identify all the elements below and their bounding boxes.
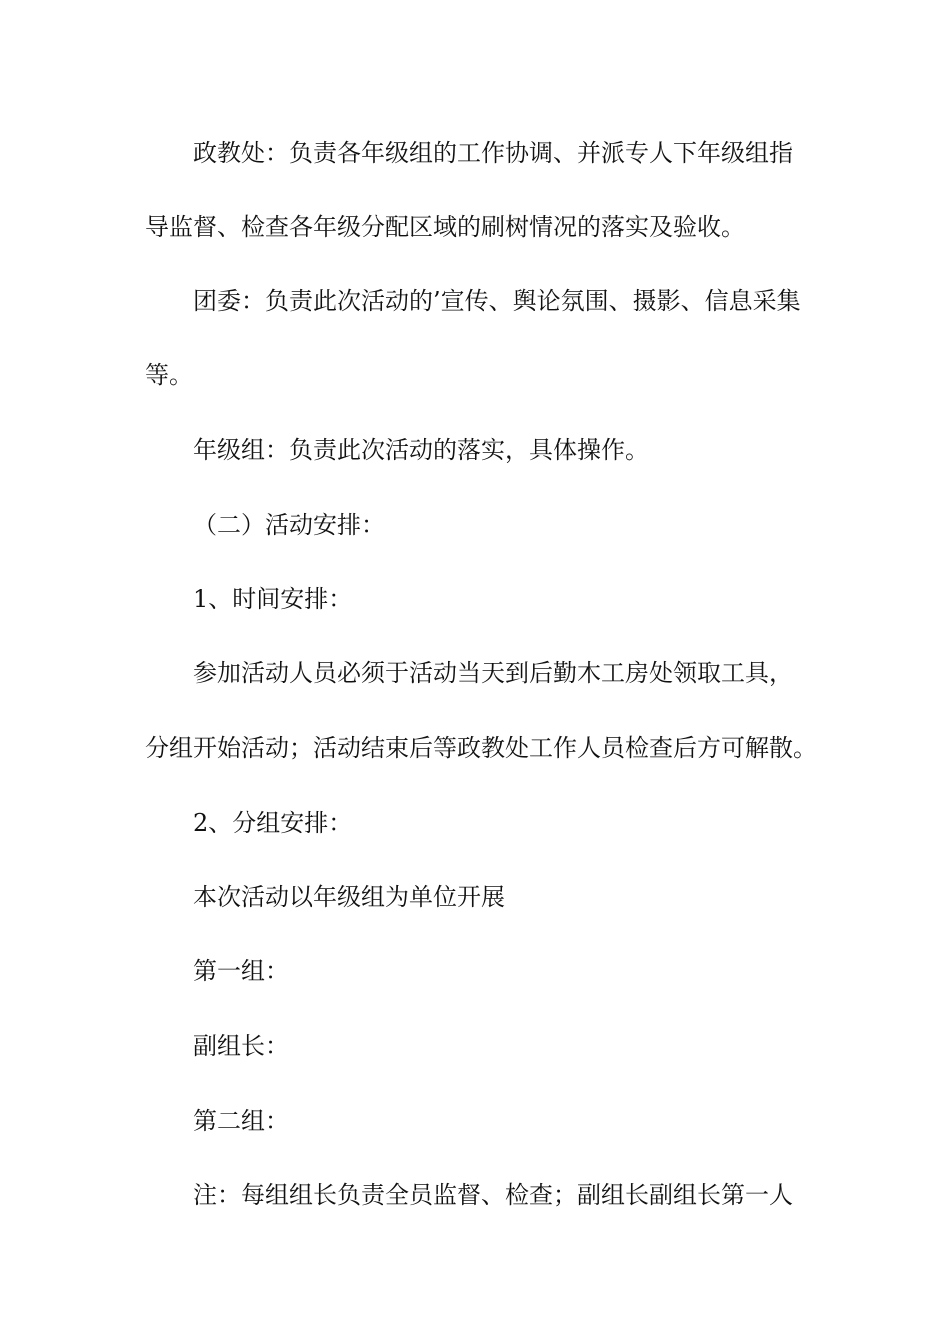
group-label: 第二组： bbox=[193, 1107, 289, 1135]
paragraph-line: 政教处：负责各年级组的工作协调、并派专人下年级组指 bbox=[193, 139, 793, 167]
paragraph-line: 等。 bbox=[145, 361, 193, 389]
paragraph-line: 团委：负责此次活动的’宣传、舆论氛围、摄影、信息采集 bbox=[193, 287, 801, 315]
section-heading: （二）活动安排： bbox=[193, 511, 385, 539]
group-label: 副组长： bbox=[193, 1032, 289, 1060]
group-label: 第一组： bbox=[193, 957, 289, 985]
paragraph-line: 年级组：负责此次活动的落实，具体操作。 bbox=[193, 436, 649, 464]
paragraph-line: 分组开始活动；活动结束后等政教处工作人员检查后方可解散。 bbox=[145, 734, 817, 762]
subsection-heading: 1、时间安排： bbox=[193, 585, 353, 613]
paragraph-line: 参加活动人员必须于活动当天到后勤木工房处领取工具， bbox=[193, 659, 793, 687]
note-line: 注：每组组长负责全员监督、检查；副组长副组长第一人 bbox=[193, 1181, 793, 1209]
subsection-heading: 2、分组安排： bbox=[193, 809, 353, 837]
paragraph-line: 导监督、检查各年级分配区域的刷树情况的落实及验收。 bbox=[145, 213, 745, 241]
paragraph-line: 本次活动以年级组为单位开展 bbox=[193, 883, 505, 911]
